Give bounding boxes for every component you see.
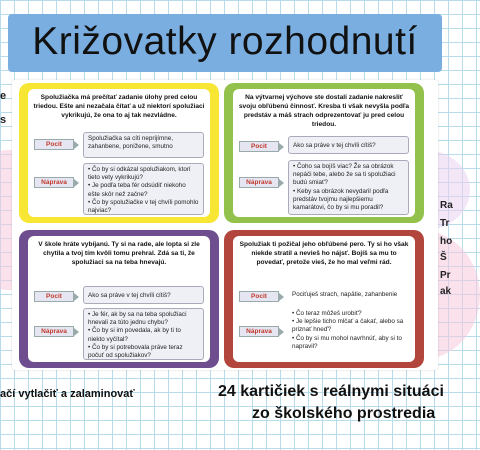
card-intro: Spolužiačka má prečítať zadanie úlohy pred celou triedou. Ešte ani nezačala čítať a už niektorí spolužiaci vykrikujú, že ona to aj tak nezvládne. [33, 94, 205, 119]
naprava-box [83, 163, 204, 215]
naprava-item: • Je lepšie ticho mlčať a čakať, alebo sa priznať hneď? [292, 318, 405, 334]
card-body [233, 236, 415, 362]
page-title: Križovatky rozhodnutí [32, 20, 418, 63]
side-text-right: ak [440, 286, 452, 297]
situation-card-yellow [19, 83, 219, 223]
naprava-item: • Je fér, ak by sa na teba spolužiaci hnevali za túto jednu chybu? [88, 311, 199, 327]
pocit-box [83, 286, 204, 304]
card-body [28, 236, 210, 362]
pocit-text: Ako sa práve v tej chvíli cítiš? [293, 142, 376, 149]
naprava-label: Náprava [34, 177, 74, 188]
side-text-left: s [0, 114, 7, 126]
situation-card-purple [19, 230, 219, 368]
side-text-left: e [0, 90, 7, 102]
naprava-item: • Čo by si potrebovala práve teraz počuť od spolužiakov? [88, 344, 199, 360]
side-text-right: Tr [440, 218, 450, 229]
pocit-label: Pocit [34, 291, 74, 302]
naprava-box [288, 308, 409, 360]
naprava-box [288, 160, 409, 215]
naprava-item: • Keby sa obrázok nevydaril podľa predstáv tvojmu najlepšiemu kamarátovi, čo by si mu poradil? [293, 188, 404, 213]
naprava-label: Náprava [239, 326, 279, 337]
naprava-item: • Čo by si mu mohol navrhnúť, aby si to napravil? [292, 335, 405, 351]
pocit-text: Pociťuješ strach, napätie, zahanbenie [292, 291, 398, 298]
situation-card-red [224, 230, 424, 368]
side-text-right: Pr [440, 270, 451, 281]
title-banner [8, 14, 442, 72]
card-body [28, 89, 210, 217]
footer-headline: 24 kartičiek s reálnymi situáci [218, 383, 444, 400]
footer-subheadline: zo školského prostredia [252, 405, 436, 422]
naprava-box [83, 308, 204, 360]
pocit-text: Ako sa práve v tej chvíli cítiš? [88, 292, 171, 299]
pocit-label: Pocit [34, 139, 74, 150]
naprava-label: Náprava [239, 177, 279, 188]
naprava-item: • Čo teraz môžeš urobiť? [292, 310, 405, 318]
side-text-right: Ra [440, 200, 453, 211]
pocit-box [288, 136, 409, 154]
card-intro: Spolužiak ti požičal jeho obľúbené pero. Ty si ho však niekde stratil a nevieš ho nájsť. Bojíš sa mu to povedať, pretože vieš, že ho mal veľmi rád. [239, 241, 409, 266]
pocit-label: Pocit [239, 141, 279, 152]
card-intro: Na výtvarnej výchove ste dostali zadanie nakresliť svoju obľúbenú činnosť. Kresba ti však nevyšla podľa predstáv a máš strach odprezentovať ju pred celou triedou. [238, 94, 410, 128]
naprava-item: • Čoho sa bojíš viac? Že sa obrázok nepáči tebe, alebo že sa ti spolužiaci budú smiať? [293, 163, 404, 188]
side-text-right: Š [440, 252, 447, 263]
naprava-item: • Čo by spolužiačke v tej chvíli pomohlo najviac? [88, 199, 199, 215]
side-text-right: ho [440, 236, 453, 247]
pocit-box [288, 286, 409, 304]
pocit-label: Pocit [239, 291, 279, 302]
naprava-item: • Je podľa teba fér odsúdiť niekoho ešte skôr než začne? [88, 182, 199, 198]
naprava-item: • Čo by si im povedala, ak by ti to niekto vyčítal? [88, 327, 199, 343]
situation-card-green [224, 83, 424, 223]
naprava-item: • Čo by si odkázal spolužiakom, ktorí tieto vety vykrikujú? [88, 166, 199, 182]
pocit-box [83, 132, 204, 158]
card-body [233, 89, 415, 217]
naprava-label: Náprava [34, 326, 74, 337]
footer-note-left: ačí vytlačiť a zalaminovať [0, 388, 135, 400]
card-intro: V škole hráte vybíjanú. Ty si na rade, ale lopta si zle chytila a tvoj tím kvôli tomu prehral. Zdá sa ti, že spolužiaci sa na teba hnevajú. [38, 241, 200, 266]
pocit-text: Spolužiačka sa cíti neprijímne, zahanbene, ponížene, smutno [88, 135, 174, 151]
